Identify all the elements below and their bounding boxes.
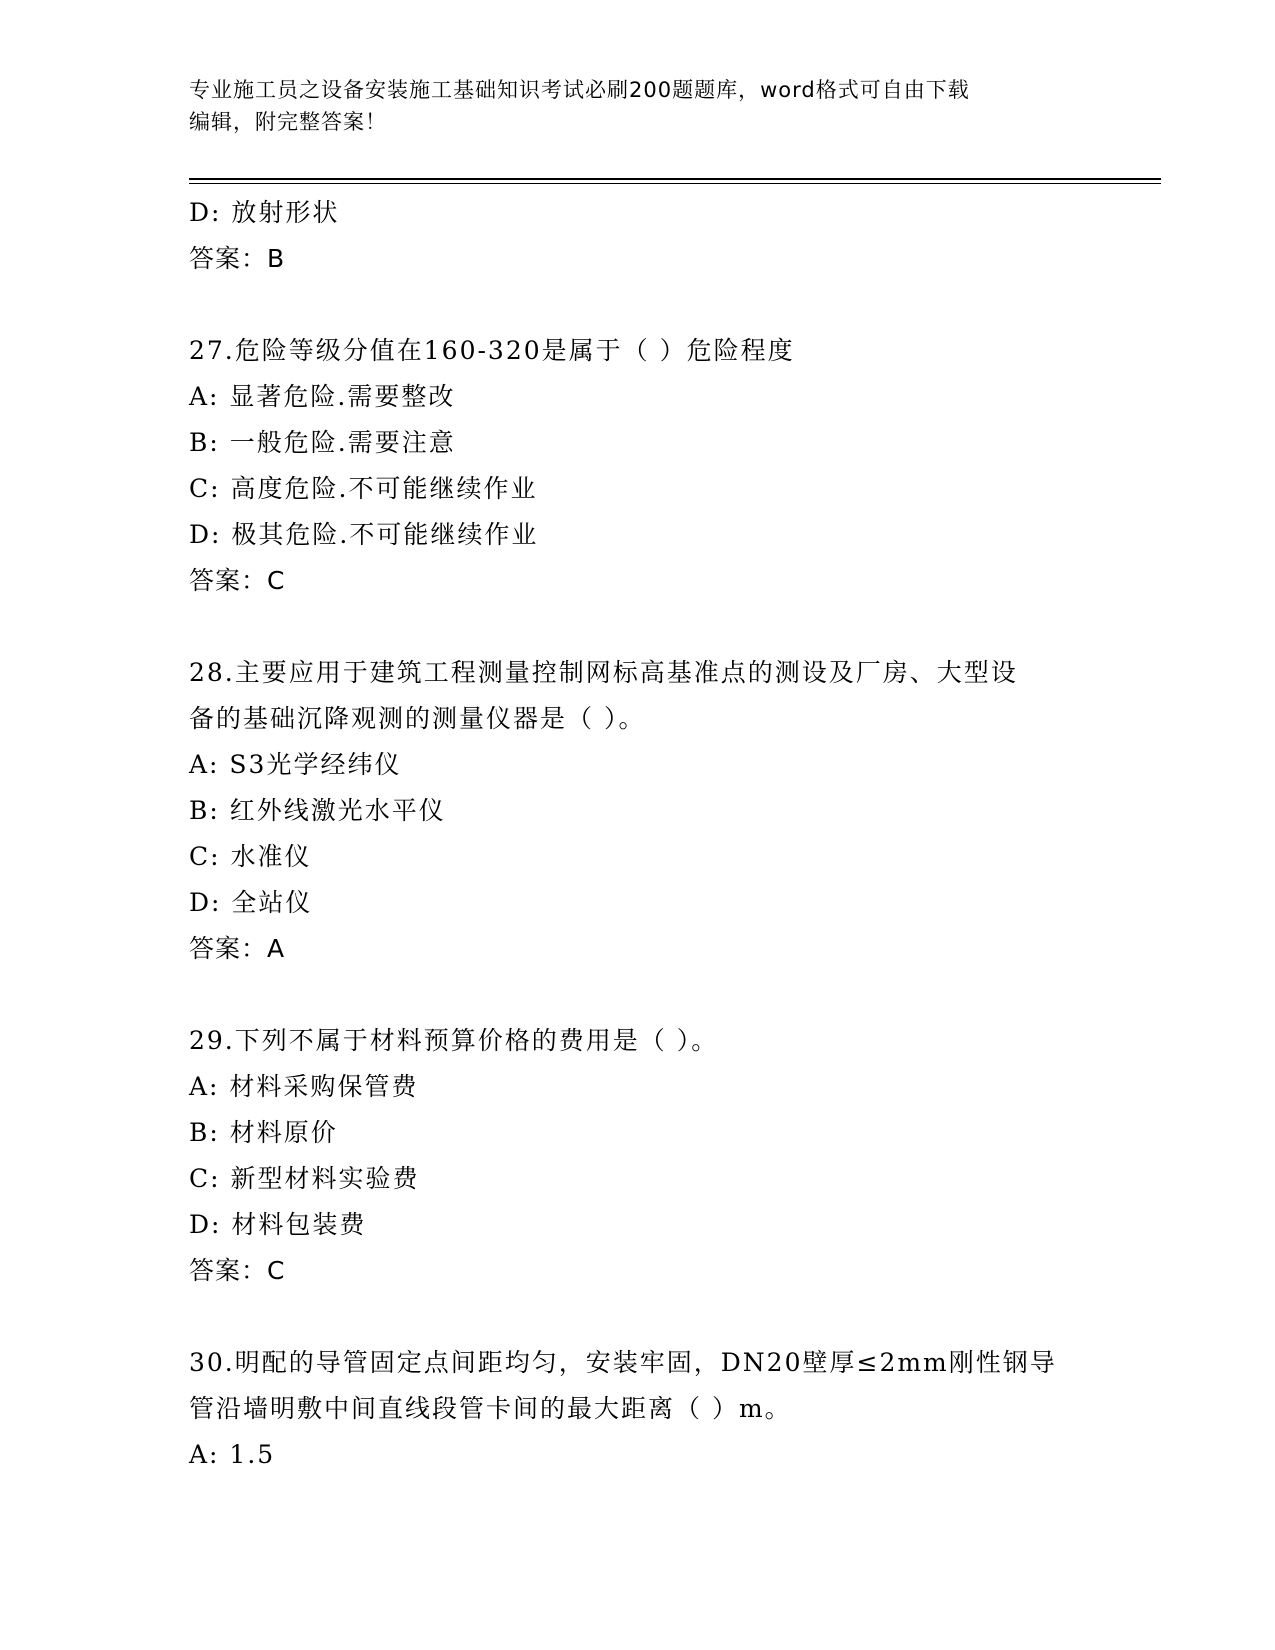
answer-line: 答案：A — [189, 934, 286, 963]
question-29 — [189, 1018, 1089, 1294]
option-a: A: 1.5 — [189, 1440, 276, 1469]
question-stem-line-2: 管沿墙明敷中间直线段管卡间的最大距离（ ）m。 — [189, 1394, 792, 1423]
option-a: A: 材料采购保管费 — [189, 1072, 419, 1101]
question-28 — [189, 650, 1089, 972]
document-header — [189, 74, 1069, 138]
header-title-line-2: 编辑，附完整答案！ — [189, 110, 387, 134]
answer-line: 答案：B — [189, 244, 286, 273]
spacer — [189, 282, 1089, 328]
question-stem: 27.危险等级分值在160-320是属于（ ）危险程度 — [189, 336, 795, 365]
question-list — [189, 190, 1089, 1478]
answer-line: 答案：C — [189, 566, 286, 595]
question-stem-line-1: 30.明配的导管固定点间距均匀，安装牢固，DN20壁厚≤2mm刚性钢导 — [189, 1348, 1057, 1377]
option-a: A: S3光学经纬仪 — [189, 750, 402, 779]
option-d: D: 全站仪 — [189, 888, 313, 917]
option-d: D: 放射形状 — [189, 198, 340, 227]
question-27 — [189, 328, 1089, 604]
option-c: C: 高度危险.不可能继续作业 — [189, 474, 538, 503]
spacer — [189, 972, 1089, 1018]
header-divider-thin — [189, 183, 1161, 184]
option-b: B: 红外线激光水平仪 — [189, 796, 446, 825]
previous-question-tail — [189, 190, 1089, 282]
question-stem: 29.下列不属于材料预算价格的费用是（ ）。 — [189, 1026, 719, 1055]
option-a: A: 显著危险.需要整改 — [189, 382, 456, 411]
option-b: B: 一般危险.需要注意 — [189, 428, 456, 457]
spacer — [189, 604, 1089, 650]
option-c: C: 新型材料实验费 — [189, 1164, 420, 1193]
option-d: D: 材料包装费 — [189, 1210, 367, 1239]
question-30 — [189, 1340, 1089, 1478]
question-stem-line-2: 备的基础沉降观测的测量仪器是（ ）。 — [189, 704, 646, 733]
answer-line: 答案：C — [189, 1256, 286, 1285]
header-divider-thick — [189, 178, 1161, 180]
header-title-line-1: 专业施工员之设备安装施工基础知识考试必刷200题题库，word格式可自由下载 — [189, 78, 970, 102]
question-stem-line-1: 28.主要应用于建筑工程测量控制网标高基准点的测设及厂房、大型设 — [189, 658, 1018, 687]
option-c: C: 水准仪 — [189, 842, 312, 871]
spacer — [189, 1294, 1089, 1340]
option-b: B: 材料原价 — [189, 1118, 338, 1147]
option-d: D: 极其危险.不可能继续作业 — [189, 520, 539, 549]
